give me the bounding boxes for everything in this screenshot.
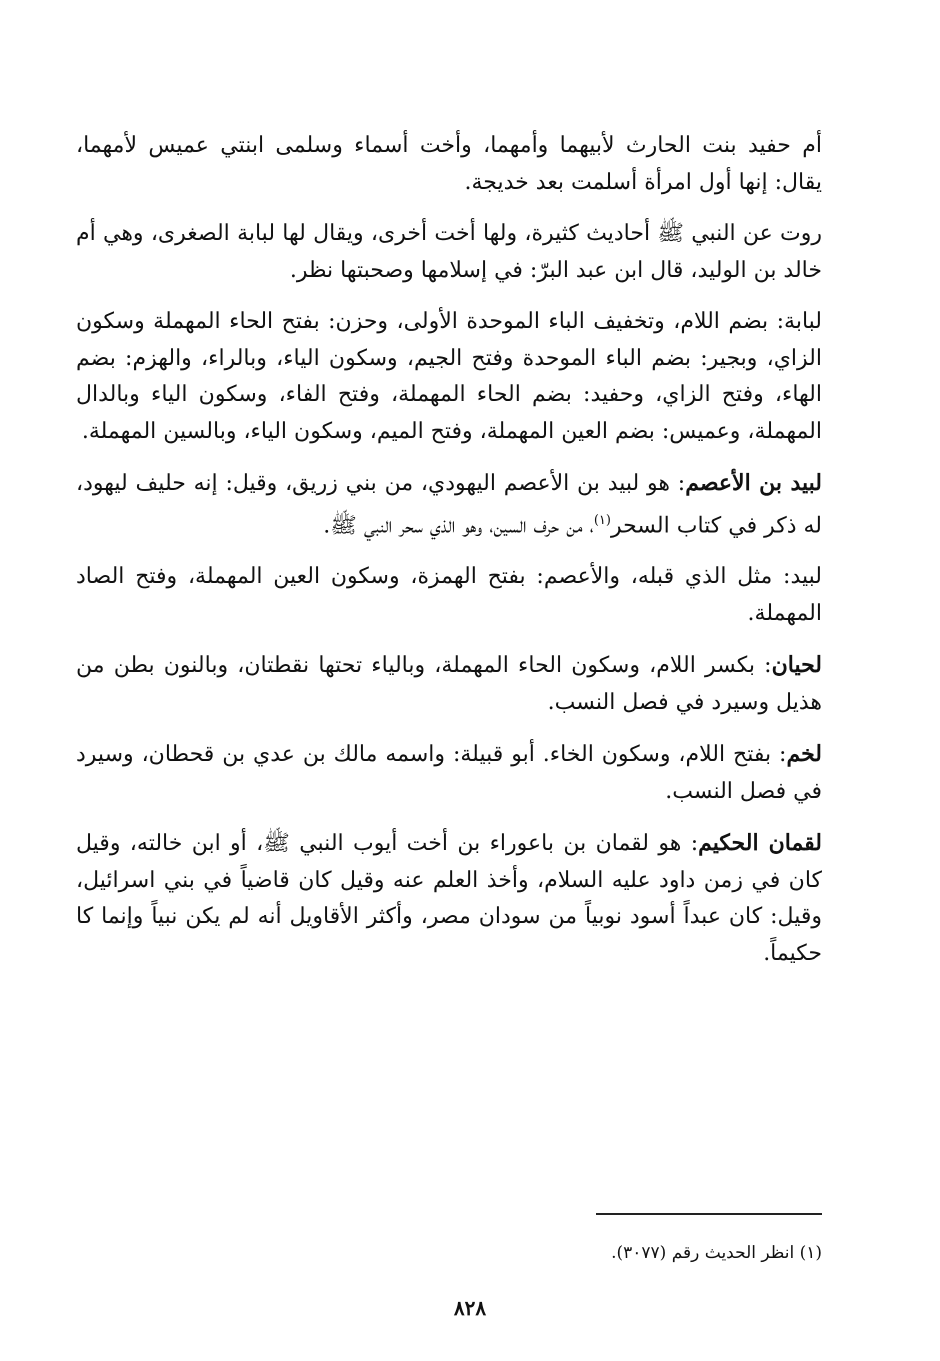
paragraph-2-line-1: روت عن النبي ﷺ أحاديث كثيرة، ولها أخت أخرى، ويقال لها لبابة — [237, 221, 822, 246]
page-number: ٨٢٨ — [453, 1296, 487, 1320]
paragraph-7 — [76, 736, 822, 810]
paragraph-2 — [76, 216, 822, 289]
entry-term-labid-ibn-al-asam: لبيد بن الأعصم — [685, 470, 822, 496]
paragraph-4-text-4: النبي ﷺ. — [323, 512, 393, 538]
paragraph-1-line-2: يقال: إنها أول امرأة أسلمت بعد خديجة. — [464, 169, 822, 195]
footnote-divider — [596, 1213, 822, 1215]
main-text — [76, 128, 822, 987]
paragraph-1 — [76, 128, 822, 201]
paragraph-8 — [76, 825, 822, 972]
paragraph-1-line-1: أم حفيد بنت الحارث لأبيهما وأمهما، وأخت أسماء وسلمى ابنتي عميس لأمهما، — [76, 133, 822, 158]
paragraph-4-text-3: ، من حرف السين، وهو الذي سحر — [399, 512, 594, 538]
paragraph-6 — [76, 647, 822, 721]
footnote-reference-mark[interactable]: (١) — [593, 512, 611, 528]
paragraph-3-line-5: الياء، وبالسين المهملة. — [81, 418, 288, 444]
entry-term-lakhm: لخم — [786, 741, 823, 768]
paragraph-5-line-1: لبيد: مثل الذي قبله، والأعصم: بفتح الهمزة، وسكون العين المهملة، وفتح — [135, 564, 823, 590]
paragraph-3 — [76, 304, 822, 450]
paragraph-4-text-1: : هو لبيد بن الأعصم اليهودي، من بني زريق، وقيل: إنه — [193, 471, 686, 496]
paragraph-8-text: : هو لقمان بن باعوراء بن أخت أيوب النبي ﷺ، أو ابن خالته، وقيل كان في زمن داود عليه السلام، وأخذ العلم عنه وقيل كان قاضياً في بني اسرائيل، وقيل: كان عبداً أسود نوبياً من سودان مصر، وأكثر الأقاويل أنه لم يكن نبياً وإنما كا حكيماً. — [76, 831, 822, 966]
paragraph-5-line-2: الصاد المهملة. — [76, 564, 822, 626]
paragraph-3-line-4: وسكون الياء وبالدال المهملة، وعميس: بضم العين المهملة، وفتح الميم، وسكون — [76, 382, 822, 444]
entry-term-luqman-al-hakim: لقمان الحكيم — [698, 830, 822, 857]
paragraph-3-line-2: المهملة وسكون الزاي، وبجير: بضم الباء الموحدة وفتح الجيم، وسكون الياء، — [76, 309, 822, 371]
footnote: (١) انظر الحديث رقم (٣٠٧٧). — [611, 1243, 822, 1263]
entry-term-lihyan: لحيان — [771, 652, 822, 679]
paragraph-4-text-2: حليف ليهود، له ذكر في كتاب السحر — [76, 471, 822, 538]
paragraph-2-line-2: الصغرى، وهي أم خالد بن الوليد، قال ابن عبد البرّ: في إسلامها وصحبتها نظر. — [76, 221, 822, 283]
paragraph-3-line-3: وبالراء، والهزم: بضم الهاء، وفتح الزاي، وحفيد: بضم الحاء المهملة، وفتح الفاء، — [76, 345, 822, 407]
paragraph-4 — [76, 465, 822, 544]
paragraph-7-text: : بفتح اللام، وسكون الخاء. أبو قبيلة: واسمه مالك بن عدي بن قحطان، وسيرد في فصل النسب. — [76, 742, 822, 804]
paragraph-5 — [76, 559, 822, 632]
paragraph-3-line-1: لبابة: بضم اللام، وتخفيف الباء الموحدة الأولى، وحزن: بفتح الحاء — [229, 309, 822, 334]
paragraph-6-text: : بكسر اللام، وسكون الحاء المهملة، وبالياء تحتها نقطتان، وبالنون بطن من هذيل وسيرد في فصل النسب. — [76, 653, 822, 715]
